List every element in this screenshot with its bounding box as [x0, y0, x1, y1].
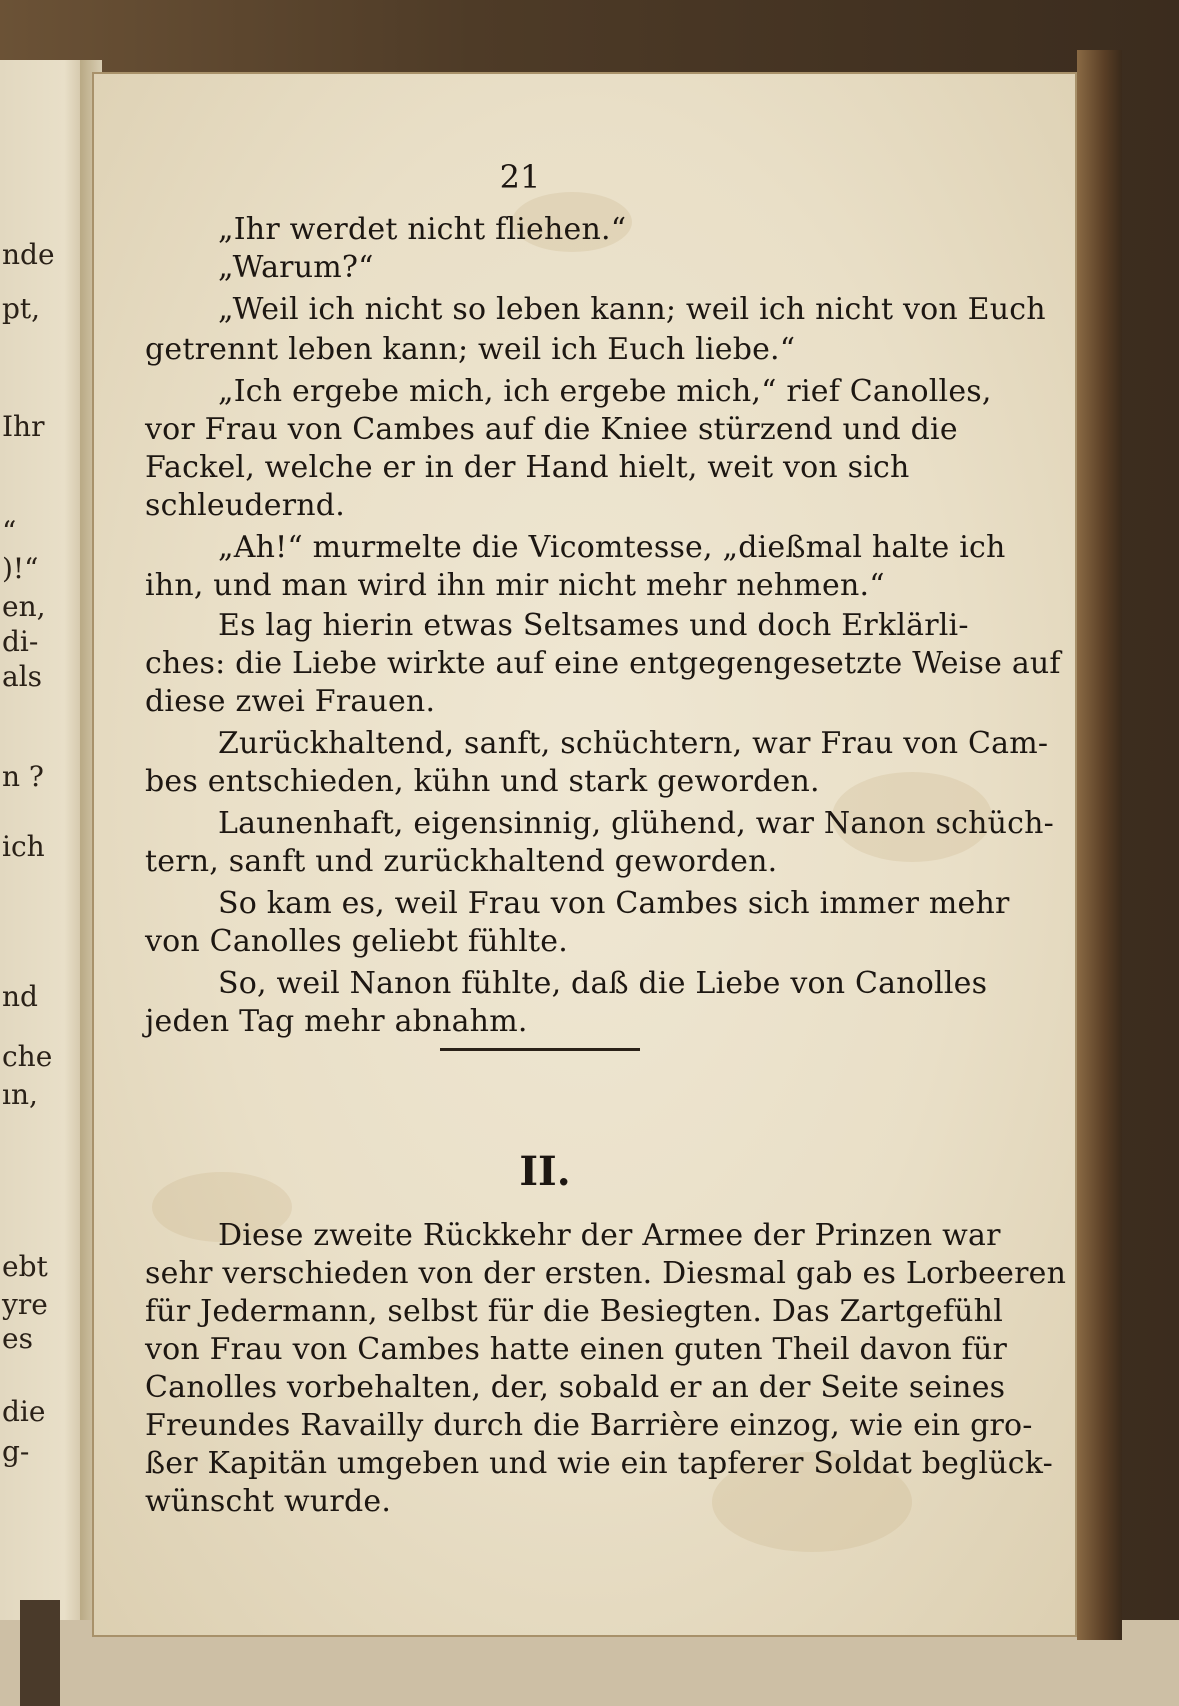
facing-fragment: n ?: [2, 760, 44, 793]
text-line: getrennt leben kann; weil ich Euch liebe.“: [145, 332, 796, 367]
facing-fragment: als: [2, 660, 43, 693]
facing-fragment: pt,: [2, 292, 41, 325]
text-line: ßer Kapitän umgeben und wie ein tapferer Soldat beglück-: [145, 1446, 1053, 1481]
facing-fragment: “: [2, 515, 17, 548]
facing-fragment: ın,: [2, 1078, 38, 1111]
text-line: Canolles vorbehalten, der, sobald er an der Seite seines: [145, 1370, 1006, 1405]
text-line: bes entschieden, kühn und stark geworden.: [145, 764, 820, 799]
facing-fragment: nde: [2, 238, 55, 271]
facing-fragment: Ihr: [2, 410, 45, 443]
text-line: Fackel, welche er in der Hand hielt, weit von sich: [145, 450, 910, 485]
text-line: für Jedermann, selbst für die Besiegten. Das Zartgefühl: [145, 1294, 1004, 1329]
facing-fragment: di-: [2, 625, 39, 658]
chapter-heading: II.: [519, 1148, 571, 1195]
text-line: wünscht wurde.: [145, 1484, 392, 1519]
text-line: diese zwei Frauen.: [145, 684, 436, 719]
facing-fragment: g-: [2, 1435, 30, 1468]
facing-fragment: ich: [2, 830, 45, 863]
text-line: von Canolles geliebt fühlte.: [145, 924, 568, 959]
section-divider: [440, 1048, 640, 1051]
facing-fragment: en,: [2, 590, 46, 623]
text-line: jeden Tag mehr abnahm.: [145, 1004, 528, 1039]
text-line: tern, sanft und zurückhaltend geworden.: [145, 844, 778, 879]
text-line: So, weil Nanon fühlte, daß die Liebe von Canolles: [218, 966, 988, 1001]
page-number: 21: [499, 158, 541, 196]
facing-fragment: )!“: [2, 552, 39, 585]
text-line: Diese zweite Rückkehr der Armee der Prinzen war: [218, 1218, 1001, 1253]
text-line: „Ah!“ murmelte die Vicomtesse, „dießmal halte ich: [218, 530, 1006, 565]
facing-fragment: yre: [2, 1288, 48, 1321]
bookmark-ribbon: [20, 1600, 60, 1706]
facing-fragment: die: [2, 1395, 46, 1428]
facing-fragment: nd: [2, 980, 38, 1013]
text-line: „Ihr werdet nicht fliehen.“: [218, 212, 627, 247]
text-line: So kam es, weil Frau von Cambes sich immer mehr: [218, 886, 1010, 921]
text-line: ihn, und man wird ihn mir nicht mehr nehmen.“: [145, 568, 885, 603]
text-line: „Ich ergebe mich, ich ergebe mich,“ rief Canolles,: [218, 374, 992, 409]
text-line: schleudernd.: [145, 488, 345, 523]
text-line: „Warum?“: [218, 250, 374, 285]
text-line: sehr verschieden von der ersten. Diesmal gab es Lorbeeren: [145, 1256, 1067, 1291]
text-line: von Frau von Cambes hatte einen guten Theil davon für: [145, 1332, 1008, 1367]
text-line: ches: die Liebe wirkte auf eine entgegengesetzte Weise auf: [145, 646, 1061, 681]
page-edge: [1077, 50, 1122, 1640]
text-line: Zurückhaltend, sanft, schüchtern, war Frau von Cam-: [218, 726, 1049, 761]
text-line: vor Frau von Cambes auf die Kniee stürzend und die: [145, 412, 958, 447]
facing-page: [0, 60, 92, 1620]
facing-fragment: es: [2, 1322, 33, 1355]
facing-fragment: che: [2, 1040, 53, 1073]
text-line: „Weil ich nicht so leben kann; weil ich nicht von Euch: [218, 292, 1046, 327]
text-line: Freundes Ravailly durch die Barrière einzog, wie ein gro-: [145, 1408, 1033, 1443]
text-line: Launenhaft, eigensinnig, glühend, war Nanon schüch-: [218, 806, 1055, 841]
facing-fragment: ebt: [2, 1250, 48, 1283]
text-line: Es lag hierin etwas Seltsames und doch Erklärli-: [218, 608, 969, 643]
